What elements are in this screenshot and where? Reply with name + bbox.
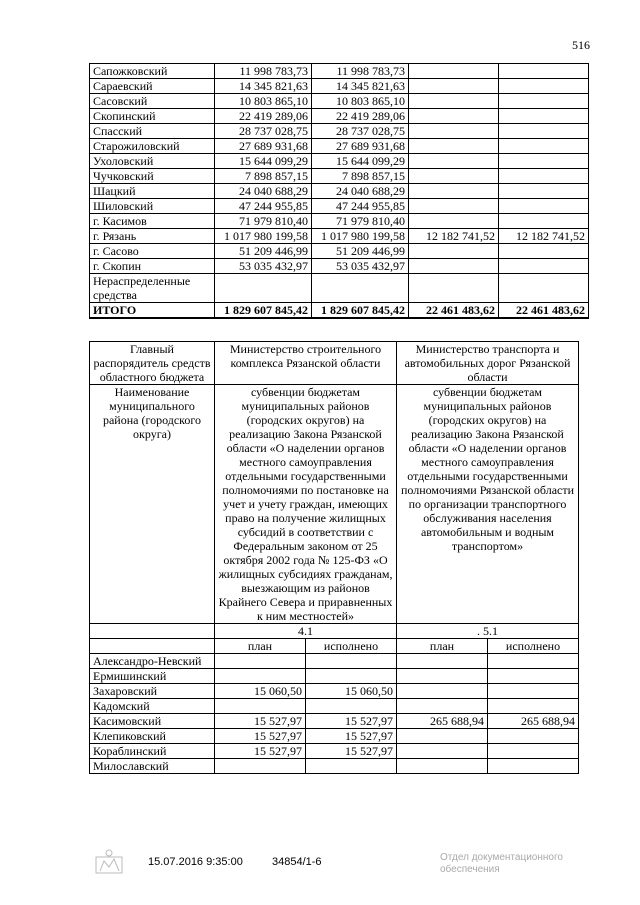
executed-value: 1 017 980 199,58 [312,229,409,244]
table-row [90,759,579,774]
table-row [90,244,589,259]
transport-plan [397,684,488,699]
done-header-b: исполнено [488,639,579,654]
executed-value-2 [499,94,589,109]
district-name: Сасовский [90,94,215,109]
plan-value: 27 689 931,68 [215,139,312,154]
table-row [90,729,579,744]
executed-value: 27 689 931,68 [312,139,409,154]
plan-value: 51 209 446,99 [215,244,312,259]
transport-executed: 265 688,94 [488,714,579,729]
housing-plan: 15 527,97 [215,729,306,744]
executed-value: 10 803 865,10 [312,94,409,109]
plan-value-2 [409,79,499,94]
ministry-transport: Министерство транспорта и автомобильных дорог Рязанской области [397,342,579,385]
code-b: . 5.1 [397,624,579,639]
executed-value: 71 979 810,40 [312,214,409,229]
total-executed: 1 829 607 845,42 [312,303,409,319]
emblem-icon [92,847,126,877]
table-row [90,699,579,714]
table-row [90,684,579,699]
plan-value: 24 040 688,29 [215,184,312,199]
plan-value-2 [409,64,499,79]
ministry-construction: Министерство строительного комплекса Рязанской области [215,342,397,385]
plan-value-2 [409,124,499,139]
transport-executed [488,759,579,774]
plan-value-2 [409,139,499,154]
table-row [90,94,589,109]
transport-plan: 265 688,94 [397,714,488,729]
transport-executed [488,654,579,669]
table-row [90,714,579,729]
transport-executed [488,669,579,684]
transport-executed [488,729,579,744]
district-name: Сапожковский [90,64,215,79]
executed-value: 51 209 446,99 [312,244,409,259]
subheader-empty-cell [90,639,215,654]
plan-value-2 [409,259,499,274]
plan-value: 47 244 955,85 [215,199,312,214]
table1-body [90,64,589,319]
plan-value: 71 979 810,40 [215,214,312,229]
housing-plan [215,759,306,774]
empty-cell [499,274,589,303]
plan-value-2 [409,154,499,169]
transport-plan [397,759,488,774]
codes-row [90,624,579,639]
executed-value-2 [499,124,589,139]
plan-value-2 [409,199,499,214]
budget-table-continued [89,63,589,319]
transport-executed [488,744,579,759]
transport-plan [397,669,488,684]
total-plan: 1 829 607 845,42 [215,303,312,319]
plan-value: 15 644 099,29 [215,154,312,169]
total-row [90,303,589,319]
executed-value: 24 040 688,29 [312,184,409,199]
housing-plan [215,654,306,669]
executed-value-2 [499,79,589,94]
plan-value: 11 998 783,73 [215,64,312,79]
subvention-transport-description: субвенции бюджетам муниципальных районов (городских округов) на реализацию Закона Рязанской области «О наделении органов местного самоуправления отдельными государственными полномочиями Рязанской области по организации транспортного обслуживания населения автомобильным и водным транспортом» [397,385,579,624]
executed-value: 28 737 028,75 [312,124,409,139]
footer-stamp: Отдел документационного обеспечения [440,852,563,875]
executed-value: 15 644 099,29 [312,154,409,169]
district-name: Чучковский [90,169,215,184]
subheader-row [90,639,579,654]
executed-value: 22 419 289,06 [312,109,409,124]
executed-value-2 [499,259,589,274]
district-name: Ухоловский [90,154,215,169]
housing-plan: 15 060,50 [215,684,306,699]
footer-doc-id: 34854/1-6 [272,856,322,868]
plan-value: 1 017 980 199,58 [215,229,312,244]
empty-cell [409,274,499,303]
table-row [90,199,589,214]
plan-value-2: 12 182 741,52 [409,229,499,244]
executed-value-2 [499,199,589,214]
plan-value: 53 035 432,97 [215,259,312,274]
executed-value-2 [499,154,589,169]
empty-cell [312,274,409,303]
table-row [90,79,589,94]
table-row [90,109,589,124]
executed-value: 11 998 783,73 [312,64,409,79]
district-name: Захаровский [90,684,215,699]
code-a: 4.1 [215,624,397,639]
housing-executed: 15 527,97 [306,729,397,744]
total-label: ИТОГО [90,303,215,319]
district-name: г. Рязань [90,229,215,244]
transport-plan [397,699,488,714]
district-name: Шиловский [90,199,215,214]
total-executed-2: 22 461 483,62 [499,303,589,319]
housing-executed [306,669,397,684]
plan-header-b: план [397,639,488,654]
table-row [90,259,589,274]
empty-cell [215,274,312,303]
housing-executed: 15 527,97 [306,714,397,729]
housing-plan: 15 527,97 [215,744,306,759]
executed-value-2 [499,139,589,154]
plan-value-2 [409,169,499,184]
plan-value: 7 898 857,15 [215,169,312,184]
district-name: г. Сасово [90,244,215,259]
plan-value-2 [409,109,499,124]
distributor-label: Главный распорядитель средств областного бюджета [90,342,215,385]
district-name: Скопинский [90,109,215,124]
transport-plan [397,744,488,759]
housing-plan [215,699,306,714]
district-name: Старожиловский [90,139,215,154]
executed-value: 7 898 857,15 [312,169,409,184]
plan-value-2 [409,94,499,109]
plan-value: 10 803 865,10 [215,94,312,109]
district-name: Спасский [90,124,215,139]
table-row [90,654,579,669]
district-name: Кораблинский [90,744,215,759]
plan-value-2 [409,184,499,199]
district-name: Сараевский [90,79,215,94]
table-row [90,169,589,184]
district-name: Милославский [90,759,215,774]
table2-body [90,342,579,774]
plan-header-a: план [215,639,306,654]
plan-value-2 [409,244,499,259]
executed-value-2 [499,109,589,124]
district-name: г. Касимов [90,214,215,229]
executed-value-2 [499,64,589,79]
municipality-label: Наименование муниципального района (городского округа) [90,385,215,624]
transport-executed [488,699,579,714]
table-row [90,154,589,169]
housing-executed [306,759,397,774]
table-row [90,669,579,684]
housing-plan: 15 527,97 [215,714,306,729]
housing-executed: 15 527,97 [306,744,397,759]
housing-executed: 15 060,50 [306,684,397,699]
plan-value: 28 737 028,75 [215,124,312,139]
unallocated-row [90,274,589,303]
executed-value-2: 12 182 741,52 [499,229,589,244]
plan-value: 22 419 289,06 [215,109,312,124]
district-name: Александро-Невский [90,654,215,669]
header-row-distributor [90,342,579,385]
district-name: г. Скопин [90,259,215,274]
table-row [90,64,589,79]
transport-plan [397,729,488,744]
housing-plan [215,669,306,684]
table-row [90,744,579,759]
plan-value: 14 345 821,63 [215,79,312,94]
executed-value-2 [499,169,589,184]
table-row [90,184,589,199]
executed-value: 14 345 821,63 [312,79,409,94]
codes-empty-cell [90,624,215,639]
executed-value-2 [499,214,589,229]
district-name: Касимовский [90,714,215,729]
executed-value: 53 035 432,97 [312,259,409,274]
total-plan-2: 22 461 483,62 [409,303,499,319]
page-number: 516 [572,38,590,52]
transport-plan [397,654,488,669]
executed-value-2 [499,184,589,199]
housing-executed [306,699,397,714]
table-row [90,214,589,229]
subvention-housing-description: субвенции бюджетам муниципальных районов (городских округов) на реализацию Закона Рязанской области «О наделении органов местного самоуправления отдельными государственными полномочиями по постановке на учет и учету граждан, имеющих право на получение жилищных субсидий в соответствии с Федеральным законом от 25 октября 2002 года № 125-ФЗ «О жилищных субсидиях гражданам, выезжающим из районов Крайнего Севера и приравненных к ним местностей» [215,385,397,624]
table-row [90,229,589,244]
district-name: Ермишинский [90,669,215,684]
district-name: Клепиковский [90,729,215,744]
subventions-table [89,341,579,774]
table-row [90,139,589,154]
housing-executed [306,654,397,669]
executed-value: 47 244 955,85 [312,199,409,214]
plan-value-2 [409,214,499,229]
district-name: Шацкий [90,184,215,199]
district-name: Кадомский [90,699,215,714]
unallocated-label: Нераспределенные средства [90,274,215,303]
transport-executed [488,684,579,699]
footer-datetime: 15.07.2016 9:35:00 [148,856,243,868]
done-header-a: исполнено [306,639,397,654]
table-row [90,124,589,139]
header-row-description [90,385,579,624]
executed-value-2 [499,244,589,259]
